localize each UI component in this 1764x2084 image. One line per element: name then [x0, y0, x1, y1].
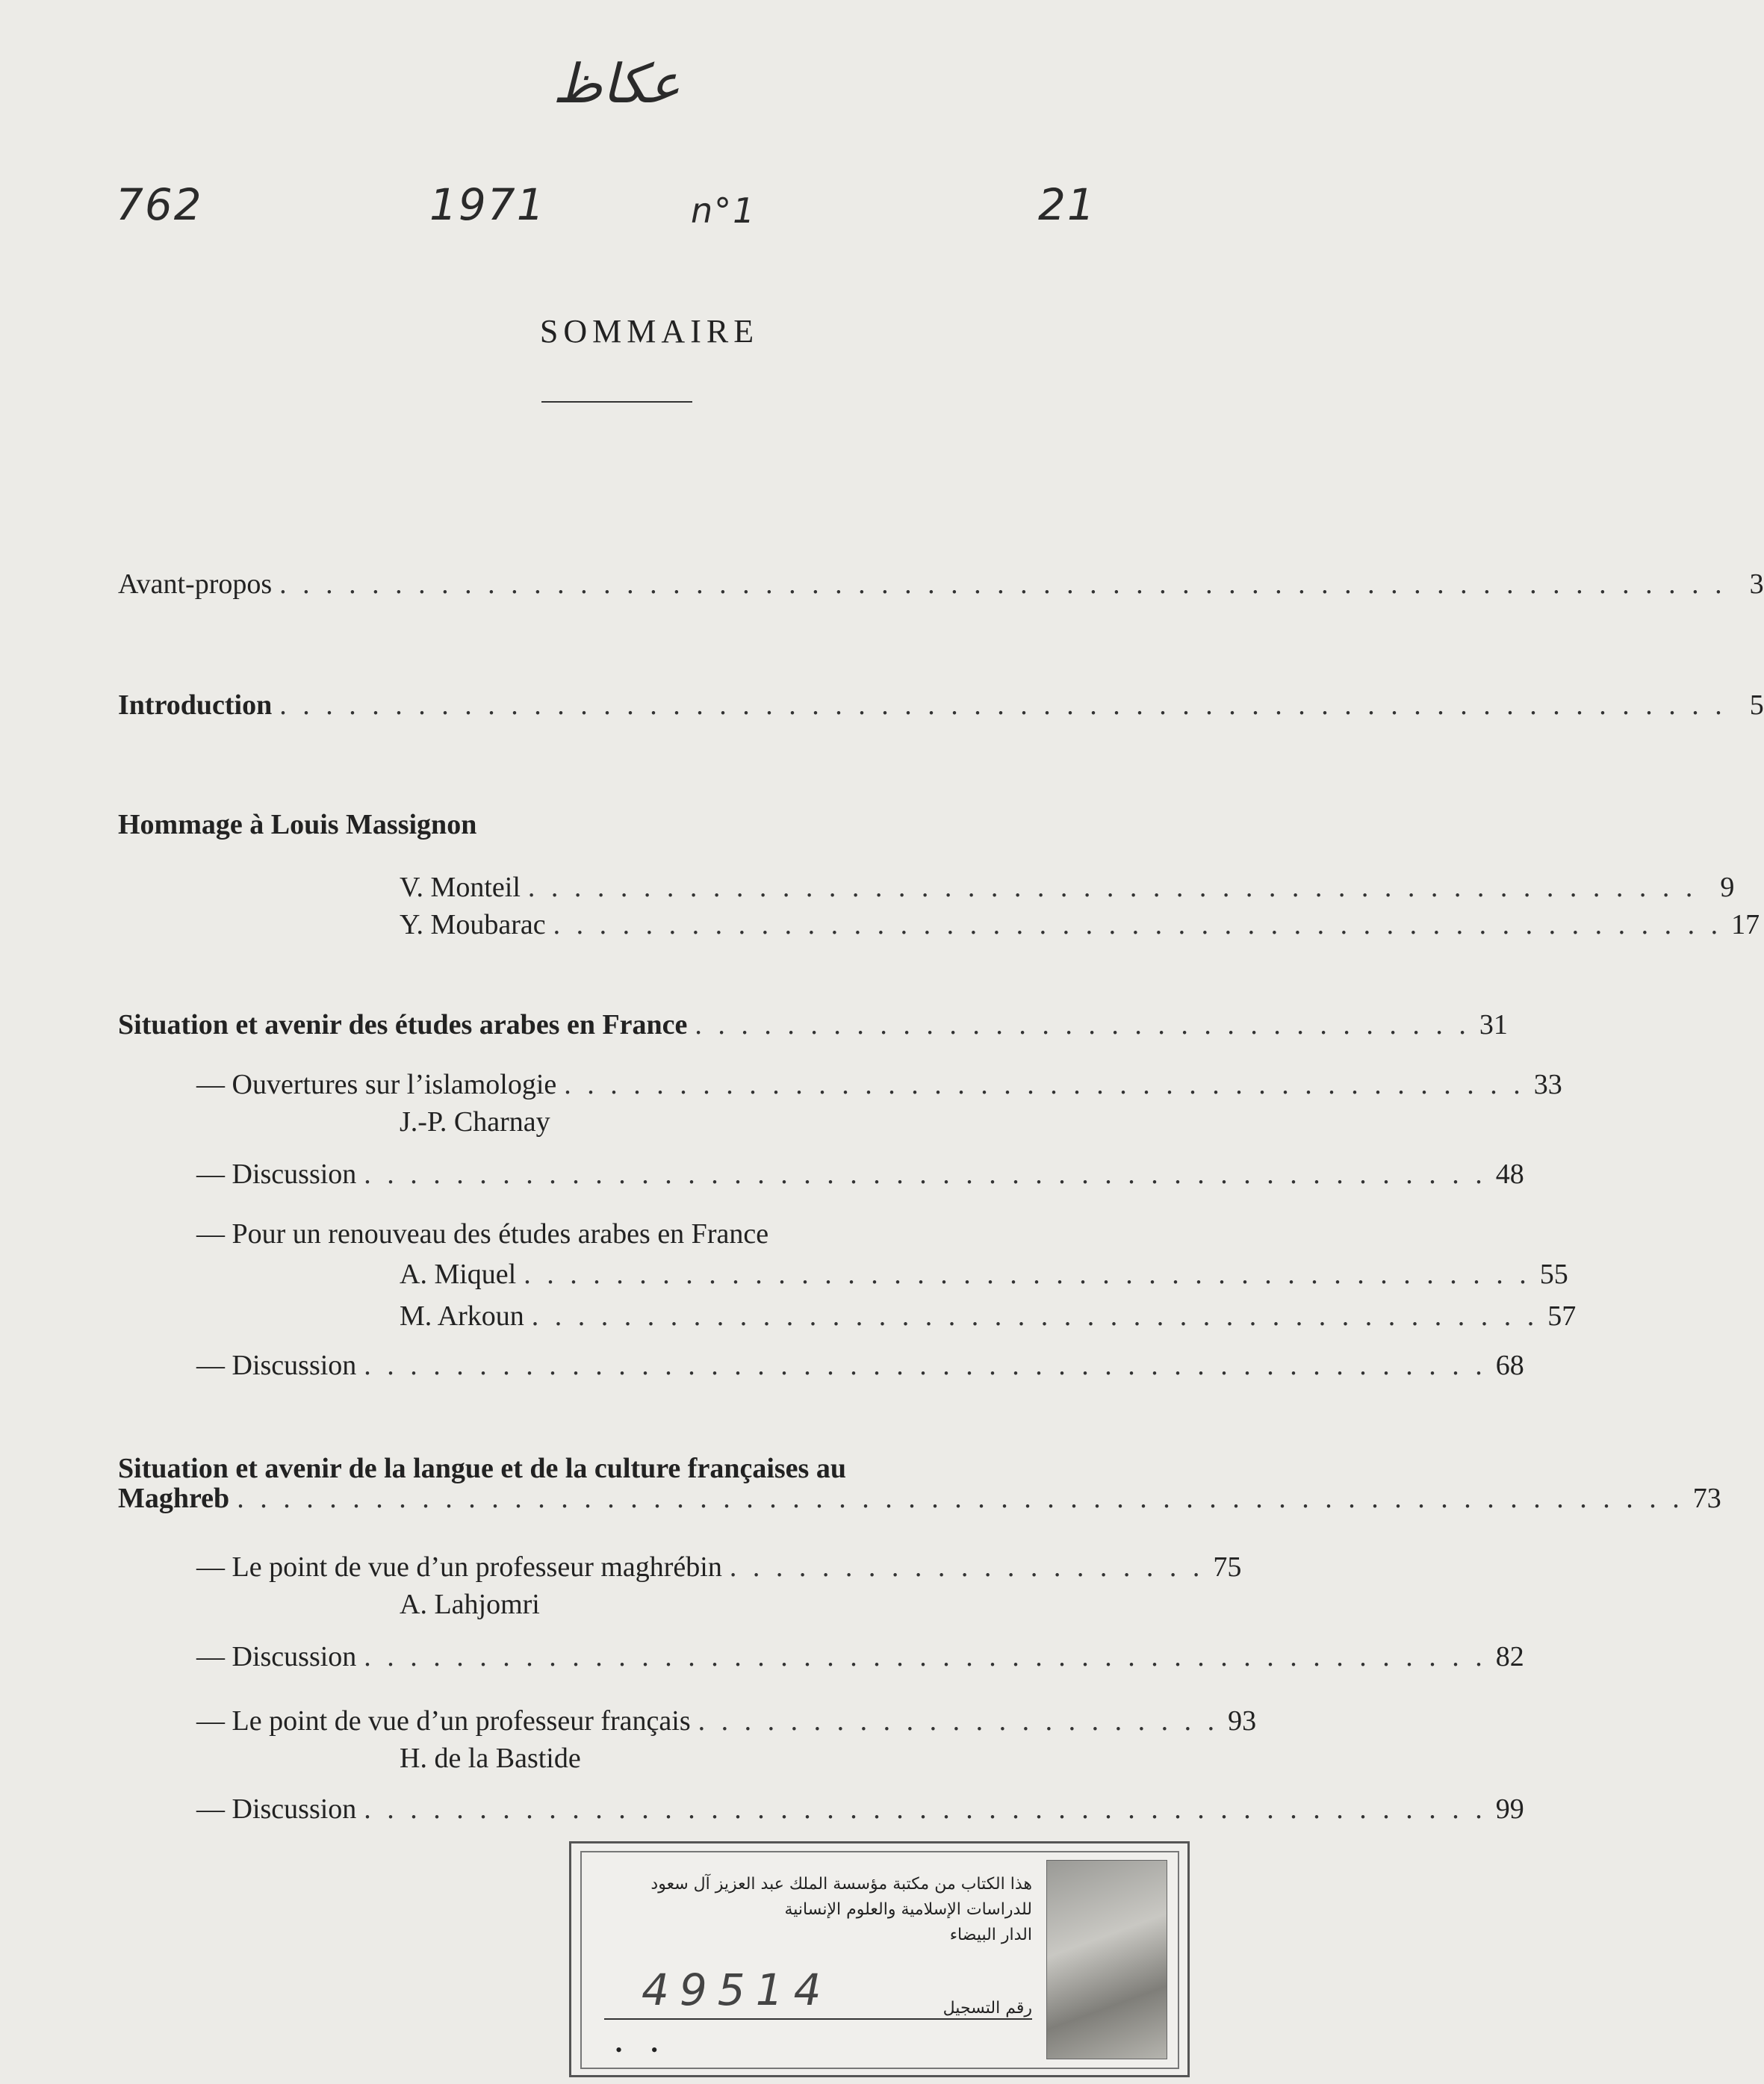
toc-label: Introduction — [118, 689, 273, 721]
toc-page-number: 57 — [1547, 1300, 1577, 1332]
toc-page-number: 68 — [1495, 1350, 1524, 1381]
toc-page-number: 55 — [1539, 1259, 1568, 1290]
handwritten-ref-2: 21 — [1038, 179, 1096, 230]
dot-leader: . . . . . . . . . . . . . . . . . . . . . . . . . . . . . . . . . . . . . . . . . . . . . . . . . . . . . . . . . . . . . . . — [279, 689, 1727, 721]
toc-entry-discussion — [196, 1793, 1524, 1826]
toc-author: Y. Moubarac — [400, 909, 546, 940]
toc-label: — Discussion — [196, 1350, 357, 1381]
stamp-frame — [580, 1851, 1179, 2069]
toc-author: V. Monteil — [400, 872, 521, 903]
dot-leader: . . . . . . . . . . . . . . . . . . . . . . . . . . . . . . . . . . . . . . . . . . . . . . . . . . . . . . . . . . . . . . . — [237, 1483, 1684, 1514]
toc-page-number: 31 — [1479, 1009, 1508, 1041]
toc-page-number: 9 — [1720, 872, 1735, 903]
dot-leader: . . . . . . . . . . . . . . . . . . . . . . . . . . . . . . . . . . . . . . . . . . . . . . . . . — [364, 1350, 1487, 1381]
toc-label: — Pour un renouveau des études arabes en France — [196, 1218, 769, 1250]
dot-leader: . . . . . . . . . . . . . . . . . . . . . . . . . . . . . . . . . . . . . . . . . . . . — [524, 1259, 1531, 1290]
toc-page-number: 33 — [1533, 1069, 1562, 1100]
toc-entry-arkoun — [400, 1300, 1577, 1333]
dot-leader: . . . . . . . . . . . . . . . . . . . . . . . . . . . . . . . . . . . . . . . . . . . . . . . . . . . — [527, 872, 1698, 903]
stamp-text: الدار البيضاء — [949, 1926, 1032, 1944]
dot-leader: . . . . . . . . . . . . . . . . . . . . . . . . . . . . . . . . . . . . . . . . . . . . . . . . . . . — [553, 909, 1723, 940]
toc-entry-discussion — [196, 1349, 1524, 1382]
toc-section-langue-heading: Situation et avenir de la langue et de la culture françaises au — [118, 1453, 846, 1484]
toc-entry-francais — [196, 1705, 1257, 1737]
handwritten-issue: n°1 — [691, 190, 757, 231]
page-title: SOMMAIRE — [539, 313, 760, 350]
stamp-dots: • • — [615, 2039, 670, 2061]
toc-label: Avant-propos — [118, 568, 273, 600]
toc-entry-monteil — [400, 871, 1735, 904]
toc-label: — Le point de vue d’un professeur maghrébin — [196, 1551, 722, 1583]
dot-leader: . . . . . . . . . . . . . . . . . . . . . — [729, 1551, 1205, 1583]
toc-label: — Le point de vue d’un professeur français — [196, 1705, 691, 1737]
toc-entry-moubarac — [400, 908, 1760, 941]
dot-leader: . . . . . . . . . . . . . . . . . . . . . . . — [698, 1705, 1220, 1737]
toc-page-number: 82 — [1495, 1641, 1524, 1672]
stamp-text: هذا الكتاب من مكتبة مؤسسة الملك عبد العزيز آل سعود — [650, 1875, 1032, 1894]
toc-entry-miquel — [400, 1258, 1568, 1291]
dot-leader: . . . . . . . . . . . . . . . . . . . . . . . . . . . . . . . . . . . . . . . . . . — [564, 1069, 1525, 1100]
toc-page-number: 5 — [1749, 689, 1764, 721]
toc-label: — Ouvertures sur l’islamologie — [196, 1069, 557, 1100]
toc-entry-introduction — [118, 689, 1764, 722]
toc-author: A. Miquel — [400, 1259, 517, 1290]
toc-author: M. Arkoun — [400, 1300, 524, 1332]
toc-author: H. de la Bastide — [400, 1743, 581, 1774]
handwritten-ref-number: 762 — [116, 179, 203, 230]
toc-section-etudes-arabes — [118, 1008, 1508, 1041]
stamp-registration-label: رقم التسجيل — [942, 1999, 1032, 2018]
toc-label: Situation et avenir des études arabes en France — [118, 1009, 688, 1041]
dot-leader: . . . . . . . . . . . . . . . . . . . . . . . . . . . . . . . . . . . . . . . . . . . . — [531, 1300, 1539, 1332]
toc-page-number: 73 — [1692, 1483, 1721, 1514]
toc-label: — Discussion — [196, 1159, 357, 1190]
stamp-emblem-image — [1046, 1860, 1167, 2059]
toc-label: — Discussion — [196, 1793, 357, 1825]
toc-page-number: 99 — [1495, 1793, 1524, 1825]
toc-entry-maghrebin — [196, 1551, 1242, 1584]
toc-page-number: 93 — [1228, 1705, 1257, 1737]
dot-leader: . . . . . . . . . . . . . . . . . . . . . . . . . . . . . . . . . . . . . . . . . . . . . . . . . . . . . . . . . . . . . . . — [279, 568, 1727, 600]
toc-entry-renouveau — [196, 1218, 919, 1250]
stamp-text: للدراسات الإسلامية والعلوم الإنسانية — [784, 1900, 1032, 1919]
dot-leader: . . . . . . . . . . . . . . . . . . . . . . . . . . . . . . . . . . . . . . . . . . . . . . . . . — [364, 1641, 1487, 1672]
toc-page-number: 48 — [1495, 1159, 1524, 1190]
toc-section-langue — [118, 1482, 1721, 1515]
toc-page-number: 17 — [1731, 909, 1760, 940]
toc-label: — Discussion — [196, 1641, 357, 1672]
title-divider — [541, 401, 692, 403]
handwritten-year: 1971 — [429, 179, 546, 230]
toc-page-number: 3 — [1749, 568, 1764, 600]
stamp-registration-number: 49514 — [642, 1964, 832, 2015]
library-stamp — [569, 1841, 1190, 2077]
dot-leader: . . . . . . . . . . . . . . . . . . . . . . . . . . . . . . . . . . — [695, 1009, 1470, 1041]
toc-author: A. Lahjomri — [400, 1589, 540, 1620]
toc-entry-ouvertures — [196, 1068, 1562, 1101]
toc-author: J.-P. Charnay — [400, 1106, 550, 1138]
stamp-divider — [604, 2018, 1032, 2020]
toc-page-number: 75 — [1213, 1551, 1242, 1583]
dot-leader: . . . . . . . . . . . . . . . . . . . . . . . . . . . . . . . . . . . . . . . . . . . . . . . . . — [364, 1159, 1487, 1190]
toc-entry-discussion — [196, 1158, 1524, 1191]
toc-section-hommage: Hommage à Louis Massignon — [118, 809, 477, 840]
dot-leader: . . . . . . . . . . . . . . . . . . . . . . . . . . . . . . . . . . . . . . . . . . . . . . . . . — [364, 1793, 1487, 1825]
toc-entry-avant-propos — [118, 568, 1764, 601]
toc-entry-discussion — [196, 1640, 1524, 1673]
handwritten-arabic-note: عكاظ — [553, 52, 681, 115]
toc-label: Maghreb — [118, 1483, 230, 1514]
